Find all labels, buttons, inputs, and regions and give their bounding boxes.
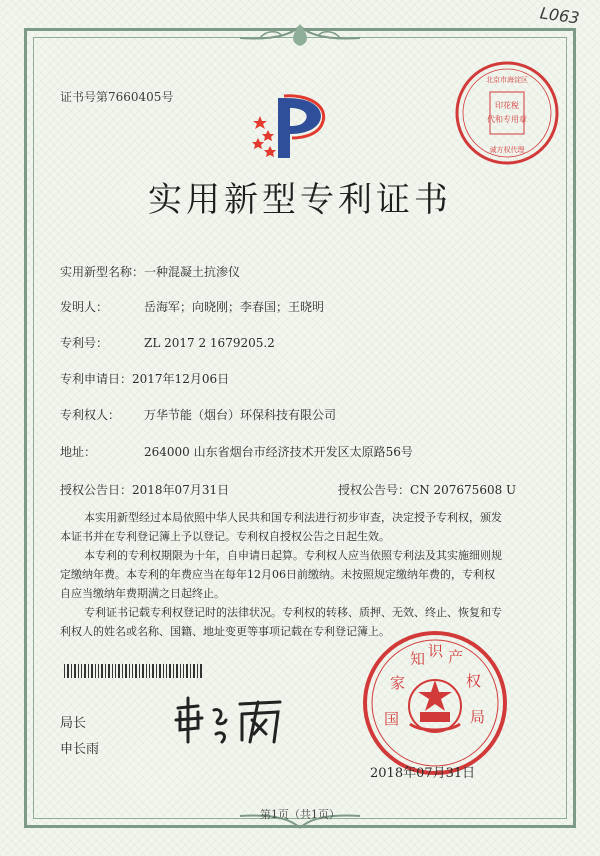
utility-model-name-value: 一种混凝土抗渗仪 — [144, 265, 241, 279]
address-value: 264000 山东省烟台市经济技术开发区太原路56号 — [144, 445, 413, 459]
patent-number-label: 专利号： — [60, 336, 109, 350]
paragraph-line: 定缴纳年费。本专利的年费应当在每年12月06日前缴纳。未按照规定缴纳年费的，专利权 — [60, 568, 495, 581]
barcode-icon — [64, 664, 204, 678]
utility-model-name-label: 实用新型名称： — [60, 265, 145, 279]
svg-text:家: 家 — [390, 674, 406, 692]
paragraph-line: 自应当缴纳年费期满之日起终止。 — [60, 587, 225, 600]
grant-number-value: CN 207675608 U — [410, 483, 517, 497]
handwritten-note: L063 — [538, 3, 581, 28]
certificate-title: 实用新型专利证书 — [148, 180, 452, 220]
svg-text:印花税: 印花税 — [495, 101, 519, 110]
cnipa-official-seal-icon — [360, 628, 510, 778]
grant-date-value: 2018年07月31日 — [132, 483, 230, 497]
svg-text:诚方权代理: 诚方权代理 — [489, 146, 525, 154]
inventor-value: 岳海军；向晓刚；李春国；王晓明 — [144, 300, 325, 314]
filing-date-label: 专利申请日： — [60, 372, 133, 386]
agency-stamp-icon — [452, 58, 562, 168]
inventor-row — [60, 298, 324, 315]
address-row — [60, 443, 413, 460]
paragraph-line: 本证书并在专利登记簿上予以登记。专利权自授权公告之日起生效。 — [60, 530, 390, 543]
filing-date-value: 2017年12月06日 — [132, 372, 230, 386]
paragraph-grant — [60, 508, 540, 546]
director-signature-icon — [170, 690, 290, 750]
patentee-label: 专利权人： — [60, 408, 121, 422]
patent-number-value: ZL 2017 2 1679205.2 — [144, 336, 275, 350]
director-title: 局长 — [60, 716, 87, 731]
svg-text:局: 局 — [470, 708, 486, 726]
grant-number-row — [338, 481, 516, 498]
grant-date-row — [60, 481, 229, 498]
svg-text:代和专用章: 代和专用章 — [487, 115, 527, 124]
svg-text:产: 产 — [448, 648, 464, 666]
svg-text:北京市海淀区: 北京市海淀区 — [486, 76, 528, 84]
svg-text:权: 权 — [466, 672, 482, 690]
svg-text:国: 国 — [384, 710, 400, 728]
paragraph-term — [60, 546, 540, 603]
cnipa-logo-icon — [248, 88, 338, 168]
certificate-number: 证书号第7660405号 — [60, 90, 174, 104]
utility-model-name-row — [60, 263, 240, 280]
page-number: 第1页（共1页） — [260, 808, 340, 821]
svg-text:知: 知 — [410, 650, 426, 668]
director-name: 申长雨 — [60, 742, 100, 757]
address-label: 地址： — [60, 445, 97, 459]
grant-number-label: 授权公告号： — [338, 483, 411, 497]
svg-text:识: 识 — [428, 642, 444, 660]
paragraph-line: 本专利的专利权期限为十年，自申请日起算。专利权人应当依照专利法及其实施细则规 — [84, 549, 502, 562]
inventor-label: 发明人： — [60, 300, 109, 314]
patent-number-row — [60, 334, 275, 351]
top-ornament — [230, 22, 370, 48]
issue-date: 2018年07月31日 — [370, 766, 476, 781]
paragraph-line: 专利证书记载专利权登记时的法律状况。专利权的转移、质押、无效、终止、恢复和专 — [84, 606, 502, 619]
patentee-row — [60, 406, 336, 423]
patentee-value: 万华节能（烟台）环保科技有限公司 — [144, 408, 337, 422]
grant-date-label: 授权公告日： — [60, 483, 133, 497]
paragraph-line: 本实用新型经过本局依照中华人民共和国专利法进行初步审查，决定授予专利权，颁发 — [84, 511, 502, 524]
paragraph-line: 利权人的姓名或名称、国籍、地址变更等事项记载在专利登记簿上。 — [60, 625, 390, 638]
filing-date-row — [60, 370, 229, 387]
